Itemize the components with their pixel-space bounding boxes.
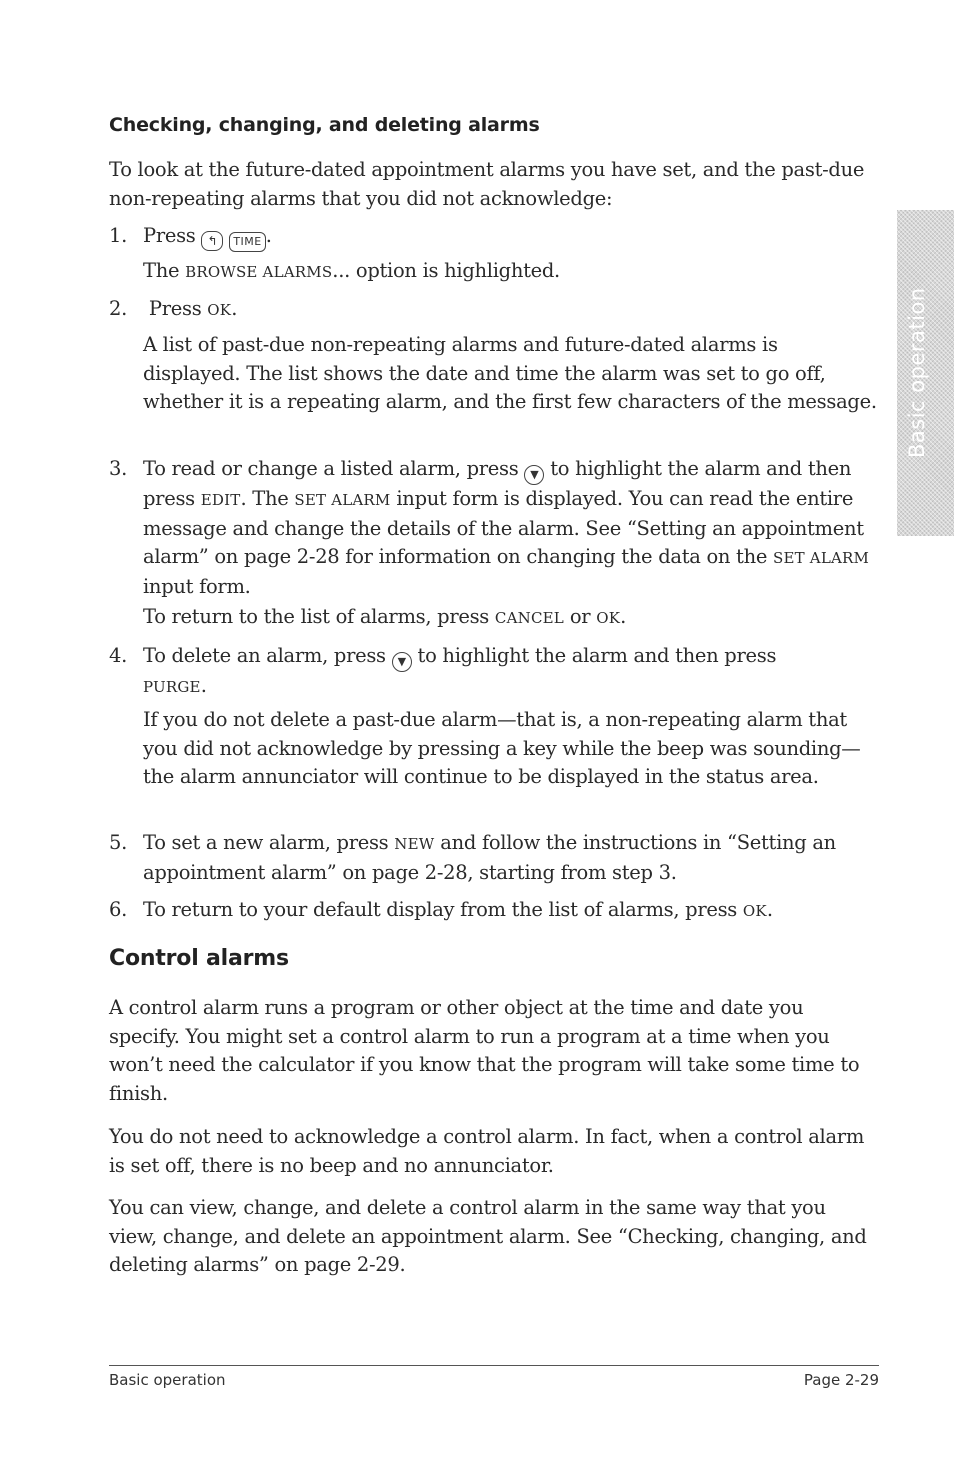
step-number: 5. bbox=[109, 831, 128, 854]
footer-chapter-title: Basic operation bbox=[109, 1371, 226, 1389]
step-text bbox=[143, 642, 879, 702]
note-text: ... option is highlighted. bbox=[332, 259, 560, 282]
step-text-part: . bbox=[200, 674, 207, 697]
step-number: 1. bbox=[109, 224, 128, 247]
step-text-before: Press bbox=[143, 224, 196, 247]
purge-softkey-label: PURGE bbox=[143, 678, 201, 696]
step-text bbox=[143, 829, 879, 887]
step-text-pre: Press bbox=[143, 297, 208, 320]
note-text: . bbox=[620, 605, 627, 628]
step-number: 4. bbox=[109, 644, 128, 667]
chapter-side-tab bbox=[897, 210, 954, 536]
step-text bbox=[143, 455, 879, 601]
control-alarms-paragraph-3: You can view, change, and delete a control alarm in the same way that you view, change, and delete an appointment alarm. See “Checking, changing, and deleting alarms” on page 2-29. bbox=[109, 1196, 867, 1276]
control-alarms-paragraph-1: A control alarm runs a program or other object at the time and date you specify. You might set a control alarm to run a program at a time when you won’t need the calculator if you know that the program will take some time to finish. bbox=[109, 996, 860, 1105]
ok-softkey-label: OK bbox=[207, 301, 232, 319]
step-3-note bbox=[143, 603, 879, 633]
step-text-part: input form is displayed. You can read the entire message and change the details of the alarm. See “Setting an appointment alarm” on page 2-28 for information on changing the data on the bbox=[143, 487, 864, 568]
chapter-side-tab-label: Basic operation bbox=[905, 287, 929, 459]
ok-softkey-label: OK bbox=[742, 902, 767, 920]
step-text bbox=[143, 896, 879, 926]
step-text-part: to highlight the alarm and then press bbox=[411, 644, 777, 667]
step-text-post: . bbox=[231, 297, 238, 320]
step-1-note bbox=[143, 257, 879, 287]
intro-paragraph: To look at the future-dated appointment alarms you have set, and the past-due non-repeating alarms that you did not acknowledge: bbox=[109, 158, 865, 210]
step-text-part: To read or change a listed alarm, press bbox=[143, 457, 525, 480]
step-text-part: To delete an alarm, press bbox=[143, 644, 392, 667]
step-2-note: A list of past-due non-repeating alarms and future-dated alarms is displayed. The list shows the date and time the alarm was set to go off, whether it is a repeating alarm, and the first few characters of the message. bbox=[143, 333, 877, 413]
new-softkey-label: NEW bbox=[394, 835, 435, 853]
step-number: 3. bbox=[109, 457, 128, 480]
section-heading-control-alarms: Control alarms bbox=[109, 946, 289, 971]
step-number: 2. bbox=[109, 297, 128, 320]
ok-softkey-label: OK bbox=[596, 609, 621, 627]
cancel-softkey-label: CANCEL bbox=[494, 609, 564, 627]
footer-page-number: Page 2-29 bbox=[803, 1371, 879, 1389]
step-text-part: To set a new alarm, press bbox=[143, 831, 395, 854]
step-4-note: If you do not delete a past-due alarm—that is, a non-repeating alarm that you did not acknowledge by pressing a key while the beep was sounding—the alarm annunciator will continue to be displayed in the status area. bbox=[143, 708, 861, 788]
browse-alarms-option: BROWSE ALARMS bbox=[185, 263, 333, 281]
step-text bbox=[143, 295, 879, 325]
step-text-part: . bbox=[766, 898, 773, 921]
step-text-part: and follow the instructions in “Setting an appointment alarm” on page 2-28, starting from step 3. bbox=[143, 831, 836, 884]
section-heading-checking-alarms: Checking, changing, and deleting alarms bbox=[109, 114, 540, 136]
edit-softkey-label: EDIT bbox=[200, 491, 241, 509]
step-text-after: . bbox=[265, 224, 272, 247]
step-number: 6. bbox=[109, 898, 128, 921]
set-alarm-form-label: SET ALARM bbox=[773, 549, 870, 567]
step-text-part: . The bbox=[240, 487, 295, 510]
step-text-part: input form. bbox=[143, 574, 251, 598]
down-arrow-key-icon: ▼ bbox=[524, 465, 544, 485]
note-text: or bbox=[563, 605, 597, 628]
time-key-icon: TIME bbox=[229, 232, 265, 252]
footer-divider bbox=[109, 1365, 879, 1366]
note-text: To return to the list of alarms, press bbox=[143, 605, 495, 628]
set-alarm-form-label: SET ALARM bbox=[294, 491, 391, 509]
step-text-part: To return to your default display from the list of alarms, press bbox=[143, 898, 743, 921]
left-shift-key-icon: ↰ bbox=[201, 231, 223, 251]
down-arrow-key-icon: ▼ bbox=[392, 652, 412, 672]
step-text-part: to highlight the alarm and then press bbox=[143, 457, 852, 510]
step-text bbox=[143, 222, 879, 252]
control-alarms-paragraph-2: You do not need to acknowledge a control alarm. In fact, when a control alarm is set off, there is no beep and no annunciator. bbox=[109, 1125, 865, 1177]
note-text: The bbox=[143, 259, 186, 282]
